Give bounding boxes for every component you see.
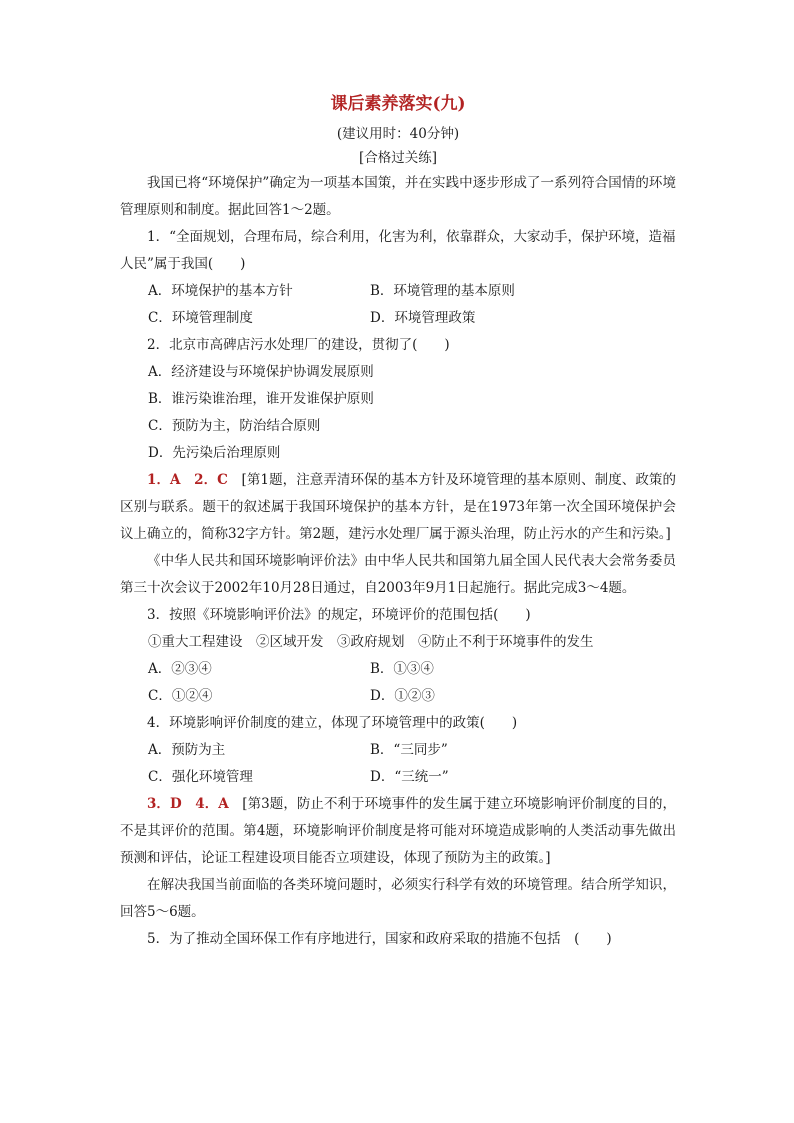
- answer-3-4: [120, 791, 676, 872]
- question-4-option-b: B．“三同步”: [370, 742, 448, 758]
- answer-explanation-3-4: [第3题，防止不利于环境事件的发生属于建立环境影响评价制度的目的，不是其评价的范围。第4题，环境影响评价制度是将可能对环境造成影响的人类活动事先做出预测和评估，论证工程建设项目能否立项建设，体现了预防为主的政策。]: [120, 796, 676, 866]
- question-2-option-c: C．预防为主，防治结合原则: [148, 418, 321, 434]
- question-1-option-d: D．环境管理政策: [370, 310, 476, 326]
- answer-key-1-2: 1．A 2．C: [147, 472, 228, 488]
- question-5-stem: 5．为了推动全国环保工作有序地进行，国家和政府采取的措施不包括 ( ): [147, 931, 612, 947]
- question-2-stem: 2．北京市高碑店污水处理厂的建设，贯彻了( ): [147, 337, 450, 353]
- question-3-stem: 3．按照《环境影响评价法》的规定，环境评价的范围包括( ): [147, 607, 531, 623]
- answer-explanation-1-2: [第1题，注意弄清环保的基本方针及环境管理的基本原则、制度、政策的区别与联系。题干的叙述属于我国环境保护的基本方针，是在1973年第一次全国环境保护会议上确立的，简称32字方针。第2题，建污水处理厂属于源头治理，防止污水的产生和污染。]: [120, 472, 676, 542]
- question-3-option-b: B．①③④: [370, 661, 434, 677]
- time-note: (建议用时：40分钟): [336, 126, 460, 142]
- question-1-option-c: C．环境管理制度: [148, 310, 253, 326]
- question-4-stem: 4．环境影响评价制度的建立，体现了环境管理中的政策( ): [147, 715, 518, 731]
- question-4-options-ab: [120, 737, 676, 764]
- question-4-option-d: D．“三统一”: [370, 769, 449, 785]
- question-2-option-d: D．先污染后治理原则: [148, 445, 281, 461]
- answer-key-3-4: 3．D 4．A: [147, 796, 229, 812]
- question-1-option-a: A．环境保护的基本方针: [148, 283, 293, 299]
- intro-q1-q2: 我国已将“环境保护”确定为一项基本国策，并在实践中逐步形成了一系列符合国情的环境管理原则和制度。据此回答1～2题。: [120, 175, 676, 218]
- question-1-option-b: B．环境管理的基本原则: [370, 283, 515, 299]
- page-title: 课后素养落实(九): [330, 94, 466, 114]
- question-3-options-ab: [120, 656, 676, 683]
- question-1-options-ab: [120, 278, 676, 305]
- question-2-option-b: B．谁污染谁治理，谁开发谁保护原则: [148, 391, 374, 407]
- question-3-items: ①重大工程建设 ②区域开发 ③政府规划 ④防止不利于环境事件的发生: [148, 634, 594, 650]
- question-1-options-cd: [120, 305, 676, 332]
- intro-q5-q6: 在解决我国当前面临的各类环境问题时，必须实行科学有效的环境管理。结合所学知识，回答5～6题。: [120, 877, 676, 920]
- question-4-option-a: A．预防为主: [148, 742, 226, 758]
- question-2-option-a: A．经济建设与环境保护协调发展原则: [148, 364, 374, 380]
- question-3-option-d: D．①②③: [370, 688, 435, 704]
- question-3-option-a: A．②③④: [148, 661, 212, 677]
- document-body: [120, 92, 676, 953]
- intro-q3-q4: 《中华人民共和国环境影响评价法》由中华人民共和国第九届全国人民代表大会常务委员第三十次会议于2002年10月28日通过，自2003年9月1日起施行。据此完成3～4题。: [120, 553, 676, 596]
- question-3-option-c: C．①②④: [148, 688, 213, 704]
- question-4-option-c: C．强化环境管理: [148, 769, 253, 785]
- answer-1-2: [120, 467, 676, 548]
- question-4-options-cd: [120, 764, 676, 791]
- section-heading: [合格过关练]: [358, 150, 438, 166]
- question-1-stem: 1．“全面规划，合理布局，综合利用，化害为利，依靠群众，大家动手，保护环境，造福人民”属于我国( ): [120, 229, 676, 272]
- question-3-options-cd: [120, 683, 676, 710]
